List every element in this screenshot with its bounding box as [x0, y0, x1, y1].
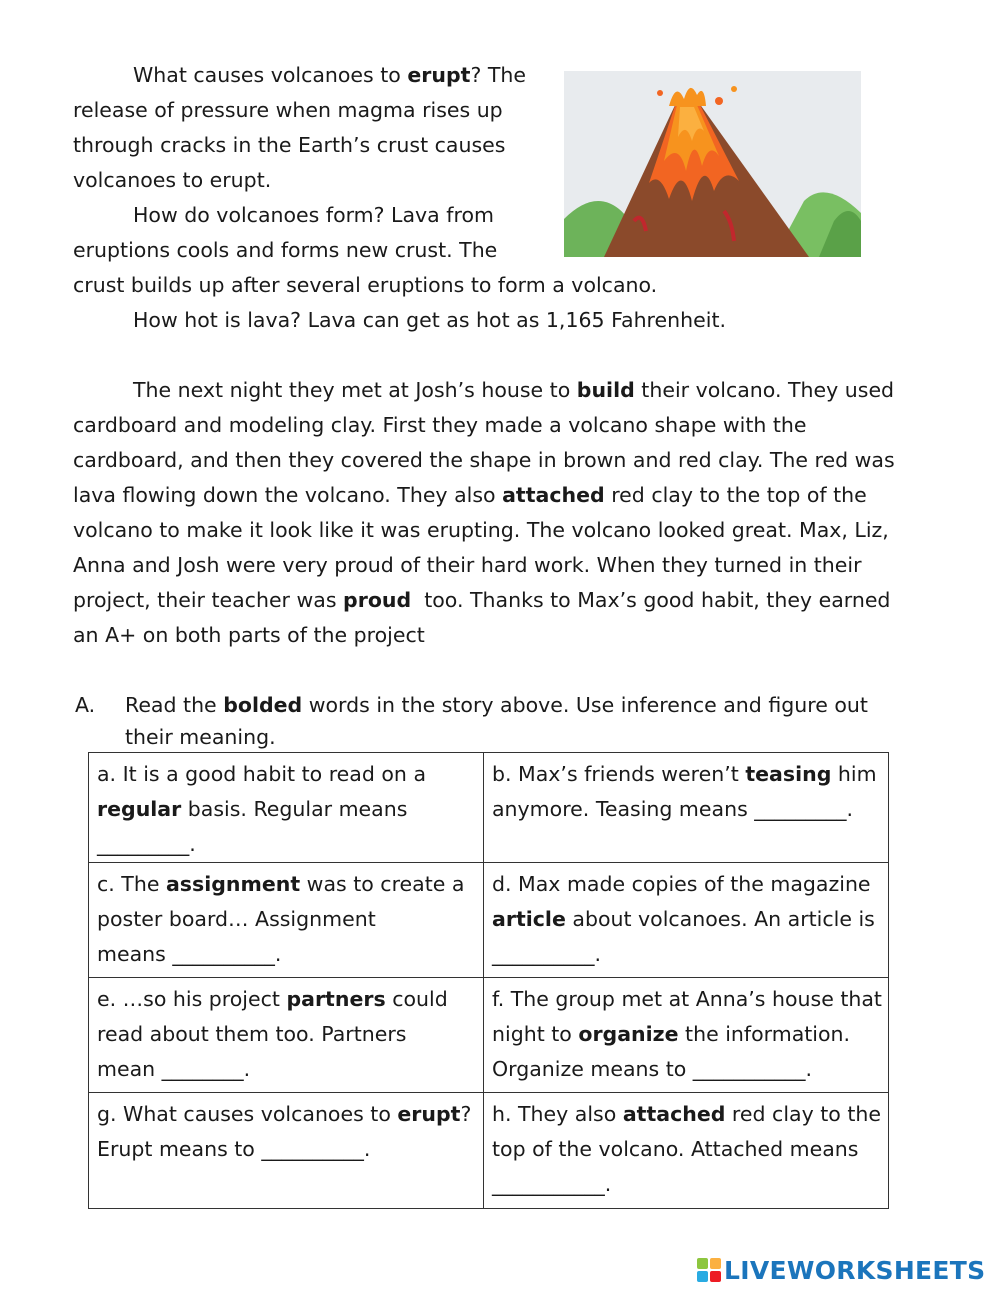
vocab-cell-b: b. Max’s friends weren’t teasing him anymore. Teasing means _________. — [484, 753, 889, 863]
table-row — [89, 978, 889, 1093]
vocab-table — [88, 752, 889, 1209]
table-row — [89, 863, 889, 978]
passage-line: project, their teacher was proud too. Thanks to Max’s good habit, they earned — [73, 588, 891, 612]
vocab-cell-f: f. The group met at Anna’s house that night to organize the information. Organize means to ___________. — [484, 978, 889, 1093]
instruction-line: their meaning. — [125, 725, 276, 749]
passage-line: What causes volcanoes to erupt? The — [133, 63, 526, 87]
passage-line: The next night they met at Josh’s house to build their volcano. They used — [133, 378, 895, 402]
passage-line: cardboard, and then they covered the shape in brown and red clay. The red was — [73, 448, 895, 472]
instruction-line: Read the bolded words in the story above. Use inference and figure out — [125, 693, 868, 717]
volcano-illustration — [564, 71, 861, 257]
instruction-letter: A. — [75, 693, 96, 717]
passage-line: How hot is lava? Lava can get as hot as 1,165 Fahrenheit. — [133, 308, 726, 332]
passage-line: crust builds up after several eruptions to form a volcano. — [73, 273, 658, 297]
liveworksheets-logo-icon — [697, 1258, 721, 1282]
passage-line: How do volcanoes form? Lava from — [133, 203, 494, 227]
vocab-cell-e: e. …so his project partners could read about them too. Partners mean ________. — [89, 978, 484, 1093]
vocab-cell-g: g. What causes volcanoes to erupt? Erupt means to __________. — [89, 1093, 484, 1209]
liveworksheets-logo[interactable] — [697, 1255, 985, 1285]
table-row — [89, 1093, 889, 1209]
vocab-cell-c: c. The assignment was to create a poster board… Assignment means __________. — [89, 863, 484, 978]
passage-line: release of pressure when magma rises up — [73, 98, 503, 122]
passage-line: eruptions cools and forms new crust. The — [73, 238, 498, 262]
vocab-cell-h: h. They also attached red clay to the top of the volcano. Attached means ___________. — [484, 1093, 889, 1209]
volcano-icon — [564, 71, 861, 257]
vocab-cell-d: d. Max made copies of the magazine article about volcanoes. An article is __________. — [484, 863, 889, 978]
table-row — [89, 753, 889, 863]
passage-line: an A+ on both parts of the project — [73, 623, 425, 647]
passage-line: volcano to make it look like it was erupting. The volcano looked great. Max, Liz, — [73, 518, 889, 542]
passage-line: through cracks in the Earth’s crust causes — [73, 133, 506, 157]
instruction-text — [125, 689, 905, 753]
passage-line: cardboard and modeling clay. First they made a volcano shape with the — [73, 413, 807, 437]
passage-line: lava flowing down the volcano. They also attached red clay to the top of the — [73, 483, 867, 507]
passage-line: volcanoes to erupt. — [73, 168, 272, 192]
vocab-cell-a: a. It is a good habit to read on a regular basis. Regular means _________. — [89, 753, 484, 863]
logo-text: LIVEWORKSHEETS — [724, 1255, 986, 1285]
passage-line: Anna and Josh were very proud of their hard work. When they turned in their — [73, 553, 862, 577]
